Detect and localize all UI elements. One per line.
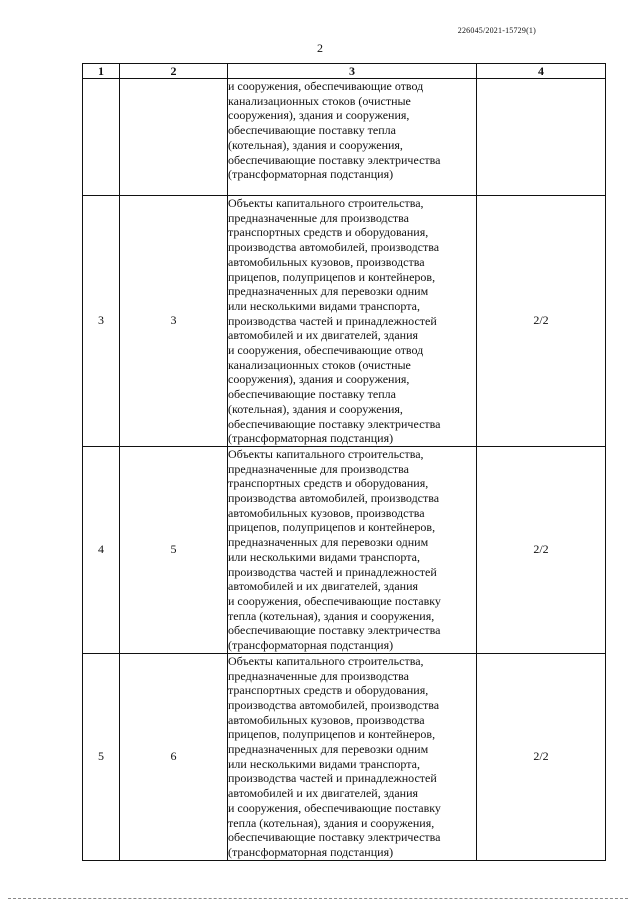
- table-row: [83, 79, 606, 196]
- row-number-cell: 4: [83, 446, 120, 653]
- column-header-1: 1: [83, 64, 120, 79]
- row-number-cell: 5: [83, 653, 120, 860]
- table-row: [83, 446, 606, 653]
- value-cell: 2/2: [477, 446, 606, 653]
- table-row: [83, 196, 606, 447]
- column-header-2: 2: [120, 64, 228, 79]
- description-cell: Объекты капитального строительства, предназначенные для производства транспортных средств и оборудования, производства автомобилей, производства автомобильных кузовов, производства прицепов, полуприцепов и контейнеров, предназначенных для перевозки одним или несколькими видами транспорта, производства частей и принадлежностей автомобилей и их двигателей, здания и сооружения, обеспечивающие поставку тепла (котельная), здания и сооружения, обеспечивающие поставку электричества (трансформаторная подстанция): [228, 653, 477, 860]
- row-number-cell: [83, 79, 120, 196]
- scan-edge-line: [8, 898, 628, 899]
- document-number: 226045/2021-15729(1): [457, 26, 536, 35]
- description-cell: Объекты капитального строительства, предназначенные для производства транспортных средств и оборудования, производства автомобилей, производства автомобильных кузовов, производства прицепов, полуприцепов и контейнеров, предназначенных для перевозки одним или несколькими видами транспорта, производства частей и принадлежностей автомобилей и их двигателей, здания и сооружения, обеспечивающие отвод канализационных стоков (очистные сооружения), здания и сооружения, обеспечивающие поставку тепла (котельная), здания и сооружения, обеспечивающие поставку электричества (трансформаторная подстанция): [228, 196, 477, 447]
- table-header: [83, 64, 606, 79]
- description-cell: Объекты капитального строительства, предназначенные для производства транспортных средств и оборудования, производства автомобилей, производства автомобильных кузовов, производства прицепов, полуприцепов и контейнеров, предназначенных для перевозки одним или несколькими видами транспорта, производства частей и принадлежностей автомобилей и их двигателей, здания и сооружения, обеспечивающие поставку тепла (котельная), здания и сооружения, обеспечивающие поставку электричества (трансформаторная подстанция): [228, 446, 477, 653]
- description-cell: и сооружения, обеспечивающие отвод канализационных стоков (очистные сооружения), здания и сооружения, обеспечивающие поставку тепла (котельная), здания и сооружения, обеспечивающие поставку электричества (трансформаторная подстанция): [228, 79, 477, 196]
- zone-number-cell: 5: [120, 446, 228, 653]
- zone-number-cell: [120, 79, 228, 196]
- value-cell: 2/2: [477, 196, 606, 447]
- column-header-4: 4: [477, 64, 606, 79]
- zone-number-cell: 3: [120, 196, 228, 447]
- column-header-3: 3: [228, 64, 477, 79]
- table-row: [83, 653, 606, 860]
- page-number: 2: [317, 41, 323, 55]
- land-use-table: [82, 63, 606, 861]
- row-number-cell: 3: [83, 196, 120, 447]
- value-cell: [477, 79, 606, 196]
- value-cell: 2/2: [477, 653, 606, 860]
- table-body: [83, 79, 606, 861]
- zone-number-cell: 6: [120, 653, 228, 860]
- header-row: [83, 64, 606, 79]
